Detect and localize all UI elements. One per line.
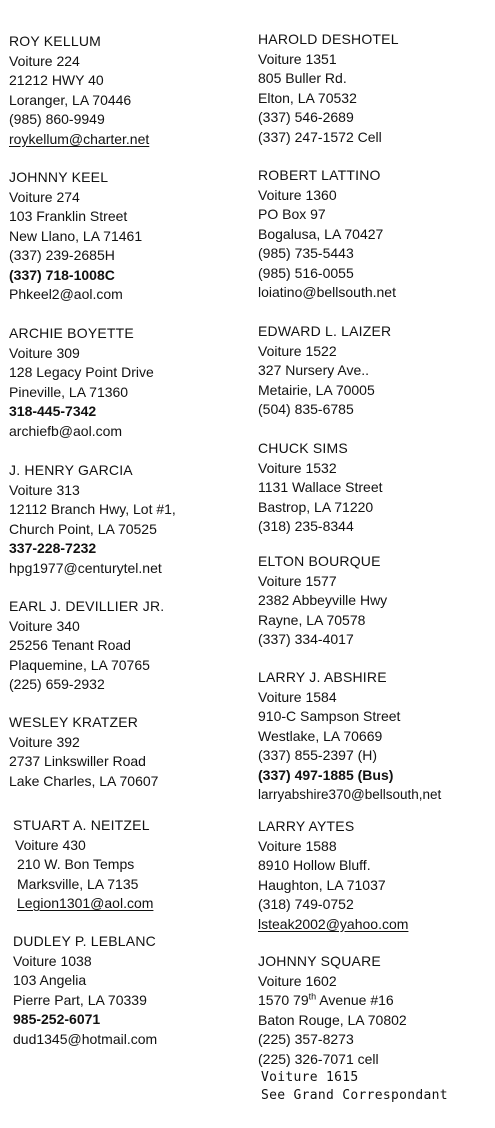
email-link[interactable]: archiefb@aol.com (9, 422, 123, 439)
city-state-zip: Church Point, LA 70525 (9, 520, 157, 537)
street-address: 21212 HWY 40 (9, 72, 104, 88)
street-address: 327 Nursery Ave.. (258, 362, 370, 378)
phone-number: 318-445-7342 (9, 403, 97, 419)
phone-number-home: (337) 855-2397 (H) (258, 747, 378, 763)
city-state-zip: Pierre Part, LA 70339 (13, 991, 147, 1008)
member-name: LARRY J. ABSHIRE (258, 669, 387, 685)
city-state-zip: Haughton, LA 71037 (258, 876, 386, 893)
street-address: 103 Franklin Street (9, 208, 128, 224)
member-name: EDWARD L. LAIZER (258, 323, 392, 339)
entry-larry-aytes (258, 817, 490, 934)
member-name: JOHNNY SQUARE (258, 953, 381, 969)
city-state-zip: Elton, LA 70532 (258, 89, 357, 106)
phone-number: 985-252-6071 (13, 1011, 101, 1027)
member-name: ELTON BOURQUE (258, 553, 381, 569)
voiture-number: Voiture 1360 (258, 186, 337, 203)
email-link[interactable]: lsteak2002@yahoo.com (258, 915, 409, 932)
email-link[interactable]: hpg1977@centurytel.net (9, 559, 162, 576)
voiture-number: Voiture 309 (9, 344, 80, 361)
phone-number-cell: (337) 247-1572 Cell (258, 128, 382, 145)
street-address: 805 Buller Rd. (258, 70, 347, 86)
phone-number: (225) 659-2932 (9, 676, 105, 692)
voiture-number: Voiture 224 (9, 52, 80, 69)
entry-wesley-kratzer (9, 713, 249, 791)
street-address (258, 991, 490, 1011)
member-name: HAROLD DESHOTEL (258, 31, 399, 47)
member-name: ROY KELLUM (9, 33, 101, 49)
city-state-zip: Pineville, LA 71360 (9, 383, 129, 400)
phone-number-business: (337) 497-1885 (Bus) (258, 766, 394, 783)
member-name: ROBERT LATTINO (258, 167, 381, 183)
voiture-number: Voiture 1532 (258, 459, 337, 476)
street-address: 103 Angelia (13, 972, 87, 988)
street-address: 1131 Wallace Street (258, 479, 383, 495)
phone-number-cell: (337) 718-1008C (9, 266, 115, 283)
email-link[interactable]: dud1345@hotmail.com (13, 1030, 158, 1047)
entry-johnny-square (258, 952, 490, 1105)
voiture-number: Voiture 1577 (258, 572, 337, 589)
entry-harold-deshotel (258, 30, 490, 147)
phone-number: 337-228-7232 (9, 540, 97, 556)
city-state-zip: Westlake, LA 70669 (258, 727, 383, 744)
member-name: J. HENRY GARCIA (9, 462, 133, 478)
street-address: 910-C Sampson Street (258, 708, 401, 724)
street-address: PO Box 97 (258, 206, 326, 222)
email-link[interactable]: Phkeel2@aol.com (9, 286, 123, 302)
entry-j-henry-garcia (9, 461, 249, 578)
voiture-number: Voiture 430 (15, 836, 86, 853)
street-address: 25256 Tenant Road (9, 637, 131, 653)
voiture-number: Voiture 1588 (258, 837, 337, 854)
phone-number: (318) 749-0752 (258, 896, 354, 912)
member-name: ARCHIE BOYETTE (9, 325, 134, 341)
city-state-zip: Lake Charles, LA 70607 (9, 772, 159, 789)
street-number: 1570 79 (258, 992, 309, 1008)
entry-archie-boyette (9, 324, 249, 441)
email-link[interactable]: loiatino@bellsouth.net (258, 284, 396, 300)
email-link[interactable]: larryabshire370@bellsouth,net (258, 787, 442, 802)
voiture-number: Voiture 274 (9, 188, 80, 205)
grand-correspondant-note: See Grand Correspondant (261, 1088, 448, 1103)
phone-number: (337) 239-2685H (9, 247, 115, 263)
city-state-zip: Marksville, LA 7135 (17, 875, 139, 892)
voiture-number: Voiture 313 (9, 481, 80, 498)
voiture-number: Voiture 1522 (258, 342, 337, 359)
phone-number-cell: (225) 326-7071 cell (258, 1050, 379, 1067)
street-address: 128 Legacy Point Drive (9, 364, 154, 380)
phone-number: (985) 735-5443 (258, 245, 354, 261)
phone-number: (318) 235-8344 (258, 518, 354, 534)
entry-edward-laizer (258, 322, 490, 420)
city-state-zip: Bastrop, LA 71220 (258, 498, 374, 515)
member-name: EARL J. DEVILLIER JR. (9, 598, 165, 614)
entry-robert-lattino (258, 166, 490, 303)
entry-earl-devillier (9, 597, 249, 695)
street-address: 2382 Abbeyville Hwy (258, 592, 388, 608)
entry-chuck-sims (258, 439, 490, 537)
street-ordinal-suffix: th (308, 991, 317, 1002)
voiture-number: Voiture 1351 (258, 50, 337, 67)
member-name: DUDLEY P. LEBLANC (13, 933, 156, 949)
city-state-zip: Baton Rouge, LA 70802 (258, 1011, 407, 1028)
entry-dudley-leblanc (13, 932, 253, 1049)
phone-number: (504) 835-6785 (258, 401, 354, 417)
email-link[interactable]: Legion1301@aol.com (17, 895, 154, 911)
voiture-number: Voiture 1038 (13, 952, 92, 969)
phone-number: (337) 334-4017 (258, 631, 354, 647)
city-state-zip: Loranger, LA 70446 (9, 91, 132, 108)
entry-larry-abshire (258, 668, 490, 805)
entry-roy-kellum (9, 32, 249, 149)
city-state-zip: Bogalusa, LA 70427 (258, 225, 384, 242)
phone-number-2: (985) 516-0055 (258, 264, 354, 281)
city-state-zip: New Llano, LA 71461 (9, 227, 143, 244)
city-state-zip: Metairie, LA 70005 (258, 381, 375, 398)
voiture-note: Voiture 1615 (261, 1070, 359, 1085)
entry-stuart-neitzel (13, 816, 253, 914)
email-link[interactable]: roykellum@charter.net (9, 130, 150, 147)
member-name: CHUCK SIMS (258, 440, 348, 456)
member-name: LARRY AYTES (258, 818, 355, 834)
phone-number: (985) 860-9949 (9, 111, 105, 127)
street-address: 2737 Linkswiller Road (9, 753, 146, 769)
city-state-zip: Rayne, LA 70578 (258, 611, 366, 628)
street-address: 210 W. Bon Temps (17, 856, 135, 872)
member-name: WESLEY KRATZER (9, 714, 139, 730)
street-address: 8910 Hollow Bluff. (258, 857, 371, 873)
phone-number: (337) 546-2689 (258, 109, 354, 125)
street-name: Avenue #16 (316, 992, 394, 1008)
city-state-zip: Plaquemine, LA 70765 (9, 656, 150, 673)
member-name: STUART A. NEITZEL (13, 817, 150, 833)
voiture-number: Voiture 340 (9, 617, 80, 634)
phone-number: (225) 357-8273 (258, 1031, 354, 1047)
member-name: JOHNNY KEEL (9, 169, 109, 185)
voiture-number: Voiture 1584 (258, 688, 337, 705)
entry-johnny-keel (9, 168, 249, 305)
street-address: 12112 Branch Hwy, Lot #1, (9, 501, 176, 517)
voiture-number: Voiture 1602 (258, 972, 337, 989)
voiture-number: Voiture 392 (9, 733, 80, 750)
entry-elton-bourque (258, 552, 490, 650)
